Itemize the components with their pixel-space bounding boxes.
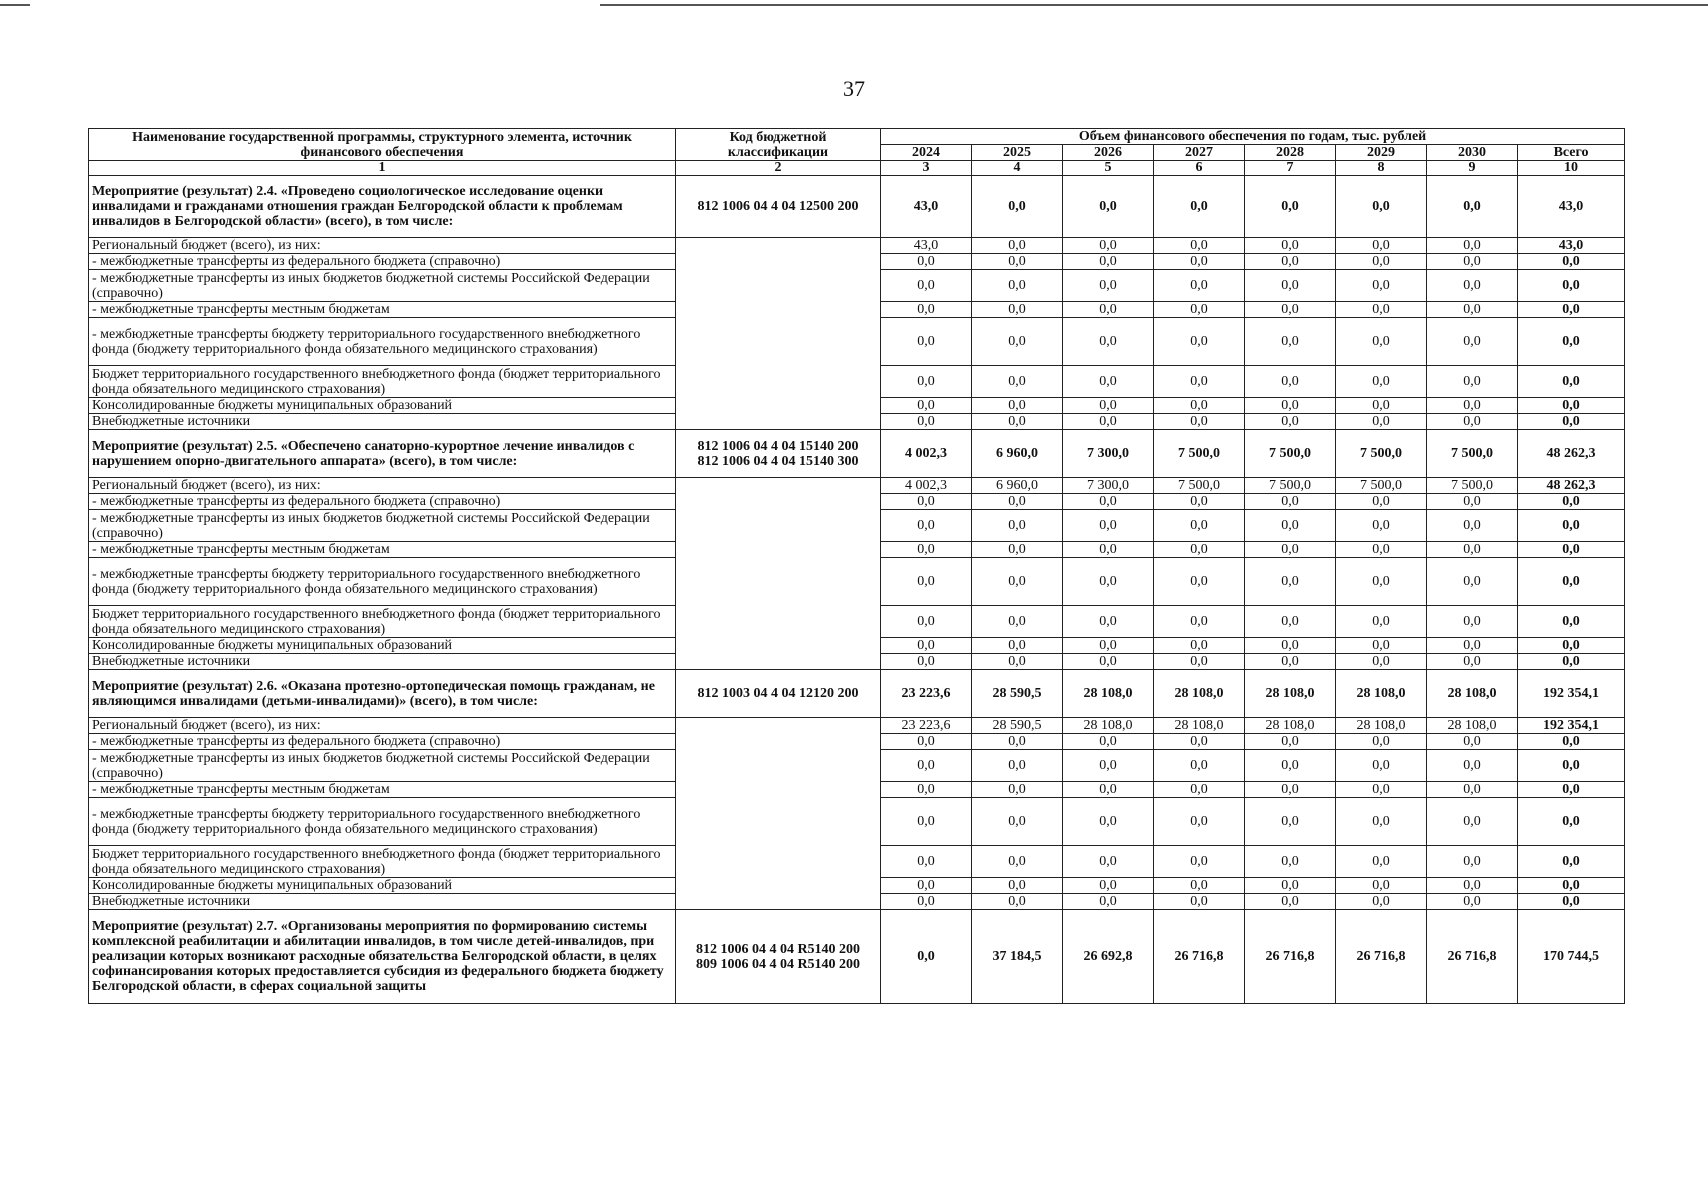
total-value: 43,0: [1518, 176, 1625, 238]
year-value: 0,0: [1427, 606, 1518, 638]
year-value: 0,0: [881, 606, 972, 638]
year-value: 7 300,0: [1063, 478, 1154, 494]
year-value: 0,0: [1427, 510, 1518, 542]
header-column-numbers: [89, 161, 1625, 176]
header-colnum-0: 1: [89, 161, 676, 176]
total-value: 0,0: [1518, 398, 1625, 414]
year-value: 0,0: [1336, 878, 1427, 894]
budget-code: 812 1006 04 4 04 12500 200: [676, 176, 881, 238]
year-value: 28 108,0: [1154, 670, 1245, 718]
year-value: 28 108,0: [1245, 670, 1336, 718]
source-label: Бюджет территориального государственного внебюджетного фонда (бюджет территориального фонда обязательного медицинского страхования): [89, 846, 676, 878]
budget-code: 812 1006 04 4 04 R5140 200 809 1006 04 4 04 R5140 200: [676, 910, 881, 1004]
year-value: 0,0: [1245, 542, 1336, 558]
year-value: 0,0: [1154, 542, 1245, 558]
year-value: 0,0: [1427, 254, 1518, 270]
year-value: 0,0: [881, 366, 972, 398]
year-value: 0,0: [1336, 494, 1427, 510]
year-value: 0,0: [881, 414, 972, 430]
total-value: 43,0: [1518, 238, 1625, 254]
total-value: 0,0: [1518, 894, 1625, 910]
year-value: 0,0: [1245, 782, 1336, 798]
year-value: 0,0: [1154, 176, 1245, 238]
header-year-2: 2026: [1063, 145, 1154, 161]
total-value: 0,0: [1518, 606, 1625, 638]
year-value: 0,0: [972, 254, 1063, 270]
header-volume: Объем финансового обеспечения по годам, тыс. рублей: [881, 129, 1625, 145]
source-row: [89, 718, 1625, 734]
year-value: 0,0: [1154, 798, 1245, 846]
source-label: Консолидированные бюджеты муниципальных образований: [89, 878, 676, 894]
year-value: 0,0: [972, 654, 1063, 670]
header-colnum-8: 9: [1427, 161, 1518, 176]
year-value: 0,0: [972, 606, 1063, 638]
year-value: 0,0: [1427, 176, 1518, 238]
year-value: 0,0: [972, 782, 1063, 798]
year-value: 0,0: [1063, 878, 1154, 894]
year-value: 0,0: [1245, 750, 1336, 782]
total-value: 0,0: [1518, 414, 1625, 430]
page-number: 37: [843, 76, 865, 101]
year-value: 0,0: [1245, 878, 1336, 894]
year-value: 0,0: [1245, 638, 1336, 654]
source-label: Бюджет территориального государственного внебюджетного фонда (бюджет территориального фонда обязательного медицинского страхования): [89, 606, 676, 638]
year-value: 28 590,5: [972, 718, 1063, 734]
year-value: 0,0: [1063, 734, 1154, 750]
source-label: Внебюджетные источники: [89, 414, 676, 430]
source-row: [89, 238, 1625, 254]
block-title-row: [89, 430, 1625, 478]
year-value: 0,0: [972, 494, 1063, 510]
year-value: 0,0: [972, 798, 1063, 846]
year-value: 0,0: [881, 910, 972, 1004]
header-year-0: 2024: [881, 145, 972, 161]
top-rule-left: [0, 4, 30, 6]
top-rule-right: [600, 4, 1708, 6]
total-value: 0,0: [1518, 782, 1625, 798]
year-value: 0,0: [1336, 270, 1427, 302]
year-value: 4 002,3: [881, 430, 972, 478]
year-value: 0,0: [1063, 558, 1154, 606]
year-value: 0,0: [881, 846, 972, 878]
block-title-row: [89, 910, 1625, 1004]
source-label: - межбюджетные трансферты из федерального бюджета (справочно): [89, 254, 676, 270]
source-label: Бюджет территориального государственного внебюджетного фонда (бюджет территориального фонда обязательного медицинского страхования): [89, 366, 676, 398]
year-value: 0,0: [881, 542, 972, 558]
year-value: 0,0: [1154, 558, 1245, 606]
year-value: 0,0: [1336, 414, 1427, 430]
year-value: 0,0: [972, 878, 1063, 894]
year-value: 0,0: [972, 734, 1063, 750]
year-value: 0,0: [1154, 734, 1245, 750]
header-year-5: 2029: [1336, 145, 1427, 161]
year-value: 28 108,0: [1245, 718, 1336, 734]
year-value: 0,0: [972, 270, 1063, 302]
block-title-row: [89, 670, 1625, 718]
header-colnum-1: 2: [676, 161, 881, 176]
year-value: 0,0: [1154, 270, 1245, 302]
year-value: 0,0: [881, 302, 972, 318]
year-value: 0,0: [1245, 414, 1336, 430]
source-label: - межбюджетные трансферты из иных бюджетов бюджетной системы Российской Федерации (справочно): [89, 510, 676, 542]
year-value: 0,0: [1427, 398, 1518, 414]
total-value: 0,0: [1518, 494, 1625, 510]
year-value: 0,0: [1336, 238, 1427, 254]
block-title: Мероприятие (результат) 2.7. «Организованы мероприятия по формированию системы комплексной реабилитации и абилитации инвалидов, в том числе детей-инвалидов, при реализации которых возникают расходные обязательства Белгородской области, в целях софинансирования которых предоставляется субсидия из федерального бюджета бюджету Белгородской области, в сферах социальной защиты: [89, 910, 676, 1004]
year-value: 28 108,0: [1154, 718, 1245, 734]
header-year-1: 2025: [972, 145, 1063, 161]
year-value: 0,0: [1063, 638, 1154, 654]
year-value: 0,0: [1427, 270, 1518, 302]
year-value: 0,0: [1063, 542, 1154, 558]
year-value: 0,0: [1427, 366, 1518, 398]
total-value: 192 354,1: [1518, 718, 1625, 734]
total-value: 0,0: [1518, 638, 1625, 654]
total-value: 192 354,1: [1518, 670, 1625, 718]
total-value: 48 262,3: [1518, 478, 1625, 494]
header-colnum-5: 6: [1154, 161, 1245, 176]
year-value: 0,0: [881, 398, 972, 414]
source-label: Региональный бюджет (всего), из них:: [89, 718, 676, 734]
year-value: 28 108,0: [1063, 718, 1154, 734]
year-value: 6 960,0: [972, 430, 1063, 478]
year-value: 28 590,5: [972, 670, 1063, 718]
budget-code: 812 1006 04 4 04 15140 200 812 1006 04 4 04 15140 300: [676, 430, 881, 478]
year-value: 0,0: [1336, 894, 1427, 910]
year-value: 0,0: [1063, 270, 1154, 302]
year-value: 0,0: [972, 302, 1063, 318]
year-value: 0,0: [881, 318, 972, 366]
year-value: 0,0: [1336, 846, 1427, 878]
year-value: 37 184,5: [972, 910, 1063, 1004]
block-title: Мероприятие (результат) 2.4. «Проведено социологическое исследование оценки инвалидами и гражданами отношения граждан Белгородской области к проблемам инвалидов в Белгородской области» (всего), в том числе:: [89, 176, 676, 238]
source-label: - межбюджетные трансферты местным бюджетам: [89, 542, 676, 558]
year-value: 0,0: [881, 750, 972, 782]
year-value: 0,0: [1063, 750, 1154, 782]
year-value: 0,0: [1245, 238, 1336, 254]
year-value: 0,0: [1154, 318, 1245, 366]
block-title-row: [89, 176, 1625, 238]
year-value: 0,0: [881, 894, 972, 910]
source-label: Внебюджетные источники: [89, 894, 676, 910]
year-value: 0,0: [1245, 176, 1336, 238]
total-value: 0,0: [1518, 750, 1625, 782]
year-value: 0,0: [972, 510, 1063, 542]
year-value: 0,0: [972, 318, 1063, 366]
year-value: 0,0: [1063, 398, 1154, 414]
year-value: 0,0: [1427, 494, 1518, 510]
year-value: 7 300,0: [1063, 430, 1154, 478]
year-value: 0,0: [881, 798, 972, 846]
total-value: 0,0: [1518, 302, 1625, 318]
year-value: 0,0: [1154, 638, 1245, 654]
year-value: 0,0: [1154, 366, 1245, 398]
header-colnum-6: 7: [1245, 161, 1336, 176]
total-value: 170 744,5: [1518, 910, 1625, 1004]
year-value: 0,0: [1427, 238, 1518, 254]
year-value: 0,0: [972, 366, 1063, 398]
header-code: Код бюджетной классификации: [676, 129, 881, 161]
source-label: - межбюджетные трансферты бюджету территориального государственного внебюджетного фонда (бюджету территориального фонда обязательного медицинского страхования): [89, 798, 676, 846]
year-value: 0,0: [1245, 318, 1336, 366]
year-value: 0,0: [1427, 846, 1518, 878]
year-value: 0,0: [972, 558, 1063, 606]
year-value: 0,0: [881, 734, 972, 750]
header-colnum-2: 3: [881, 161, 972, 176]
year-value: 28 108,0: [1336, 670, 1427, 718]
year-value: 0,0: [1063, 846, 1154, 878]
year-value: 0,0: [1154, 302, 1245, 318]
year-value: 6 960,0: [972, 478, 1063, 494]
year-value: 0,0: [881, 510, 972, 542]
year-value: 0,0: [1427, 654, 1518, 670]
year-value: 0,0: [972, 398, 1063, 414]
year-value: 0,0: [1063, 654, 1154, 670]
block-title: Мероприятие (результат) 2.5. «Обеспечено санаторно-курортное лечение инвалидов с нарушением опорно-двигательного аппарата» (всего), в том числе:: [89, 430, 676, 478]
table-body: [89, 176, 1625, 1004]
year-value: 0,0: [972, 542, 1063, 558]
year-value: 0,0: [1245, 846, 1336, 878]
year-value: 0,0: [1336, 398, 1427, 414]
year-value: 0,0: [881, 638, 972, 654]
header-year-3: 2027: [1154, 145, 1245, 161]
total-value: 0,0: [1518, 878, 1625, 894]
year-value: 7 500,0: [1336, 478, 1427, 494]
header-name: Наименование государственной программы, структурного элемента, источник финансового обеспечения: [89, 129, 676, 161]
total-value: 0,0: [1518, 366, 1625, 398]
year-value: 0,0: [1427, 894, 1518, 910]
year-value: 0,0: [1336, 176, 1427, 238]
total-value: 0,0: [1518, 798, 1625, 846]
year-value: 0,0: [1063, 176, 1154, 238]
year-value: 0,0: [972, 414, 1063, 430]
year-value: 26 716,8: [1336, 910, 1427, 1004]
year-value: 0,0: [1427, 734, 1518, 750]
year-value: 7 500,0: [1154, 478, 1245, 494]
year-value: 0,0: [1245, 366, 1336, 398]
year-value: 0,0: [1063, 894, 1154, 910]
year-value: 0,0: [1063, 302, 1154, 318]
source-label: Консолидированные бюджеты муниципальных образований: [89, 398, 676, 414]
year-value: 0,0: [1245, 734, 1336, 750]
year-value: 0,0: [1245, 606, 1336, 638]
year-value: 0,0: [1154, 398, 1245, 414]
budget-code-empty: [676, 478, 881, 670]
year-value: 26 716,8: [1427, 910, 1518, 1004]
year-value: 43,0: [881, 176, 972, 238]
year-value: 0,0: [881, 878, 972, 894]
year-value: 0,0: [972, 176, 1063, 238]
total-value: 0,0: [1518, 558, 1625, 606]
year-value: 0,0: [1063, 494, 1154, 510]
year-value: 7 500,0: [1336, 430, 1427, 478]
source-label: - межбюджетные трансферты из иных бюджетов бюджетной системы Российской Федерации (справочно): [89, 270, 676, 302]
year-value: 0,0: [1063, 414, 1154, 430]
year-value: 0,0: [1427, 878, 1518, 894]
year-value: 0,0: [1063, 318, 1154, 366]
source-label: - межбюджетные трансферты местным бюджетам: [89, 782, 676, 798]
year-value: 0,0: [1336, 606, 1427, 638]
year-value: 0,0: [1336, 542, 1427, 558]
year-value: 0,0: [1154, 606, 1245, 638]
year-value: 0,0: [881, 558, 972, 606]
year-value: 0,0: [972, 750, 1063, 782]
source-label: Региональный бюджет (всего), из них:: [89, 238, 676, 254]
budget-code-empty: [676, 718, 881, 910]
year-value: 0,0: [1427, 782, 1518, 798]
source-label: Внебюджетные источники: [89, 654, 676, 670]
year-value: 0,0: [972, 638, 1063, 654]
total-value: 0,0: [1518, 270, 1625, 302]
year-value: 28 108,0: [1427, 718, 1518, 734]
total-value: 0,0: [1518, 846, 1625, 878]
year-value: 28 108,0: [1063, 670, 1154, 718]
year-value: 0,0: [1063, 238, 1154, 254]
year-value: 0,0: [1063, 606, 1154, 638]
header-year-4: 2028: [1245, 145, 1336, 161]
year-value: 0,0: [1336, 366, 1427, 398]
year-value: 0,0: [1427, 542, 1518, 558]
total-value: 0,0: [1518, 318, 1625, 366]
year-value: 0,0: [1427, 750, 1518, 782]
year-value: 0,0: [1154, 238, 1245, 254]
year-value: 0,0: [1336, 734, 1427, 750]
year-value: 0,0: [1245, 654, 1336, 670]
year-value: 0,0: [1154, 894, 1245, 910]
year-value: 0,0: [1427, 318, 1518, 366]
year-value: 26 716,8: [1154, 910, 1245, 1004]
year-value: 7 500,0: [1427, 430, 1518, 478]
year-value: 0,0: [1063, 510, 1154, 542]
year-value: 0,0: [1063, 254, 1154, 270]
year-value: 0,0: [972, 238, 1063, 254]
source-row: [89, 478, 1625, 494]
year-value: 0,0: [1245, 270, 1336, 302]
year-value: 0,0: [1154, 494, 1245, 510]
year-value: 0,0: [1336, 558, 1427, 606]
year-value: 0,0: [1336, 654, 1427, 670]
total-value: 0,0: [1518, 542, 1625, 558]
year-value: 0,0: [1427, 798, 1518, 846]
year-value: 0,0: [1427, 638, 1518, 654]
year-value: 7 500,0: [1427, 478, 1518, 494]
year-value: 0,0: [1427, 414, 1518, 430]
table-header: [89, 129, 1625, 176]
year-value: 0,0: [1154, 510, 1245, 542]
year-value: 0,0: [1154, 654, 1245, 670]
header-year-6: 2030: [1427, 145, 1518, 161]
year-value: 0,0: [972, 846, 1063, 878]
year-value: 0,0: [1063, 798, 1154, 846]
year-value: 0,0: [1427, 558, 1518, 606]
budget-code-empty: [676, 238, 881, 430]
year-value: 0,0: [1154, 782, 1245, 798]
year-value: 0,0: [1245, 558, 1336, 606]
year-value: 0,0: [1245, 510, 1336, 542]
year-value: 0,0: [1245, 398, 1336, 414]
total-value: 0,0: [1518, 734, 1625, 750]
total-value: 0,0: [1518, 654, 1625, 670]
source-label: Региональный бюджет (всего), из них:: [89, 478, 676, 494]
year-value: 0,0: [1427, 302, 1518, 318]
year-value: 0,0: [1154, 254, 1245, 270]
source-label: - межбюджетные трансферты из иных бюджетов бюджетной системы Российской Федерации (справочно): [89, 750, 676, 782]
year-value: 0,0: [1245, 894, 1336, 910]
source-label: - межбюджетные трансферты бюджету территориального государственного внебюджетного фонда (бюджету территориального фонда обязательного медицинского страхования): [89, 318, 676, 366]
total-value: 0,0: [1518, 510, 1625, 542]
source-label: - межбюджетные трансферты бюджету территориального государственного внебюджетного фонда (бюджету территориального фонда обязательного медицинского страхования): [89, 558, 676, 606]
year-value: 7 500,0: [1245, 430, 1336, 478]
year-value: 0,0: [1336, 510, 1427, 542]
year-value: 0,0: [1336, 782, 1427, 798]
year-value: 0,0: [1245, 798, 1336, 846]
year-value: 0,0: [1336, 750, 1427, 782]
year-value: 0,0: [972, 894, 1063, 910]
budget-code: 812 1003 04 4 04 12120 200: [676, 670, 881, 718]
header-colnum-4: 5: [1063, 161, 1154, 176]
financing-table: [88, 128, 1625, 1004]
year-value: 28 108,0: [1427, 670, 1518, 718]
year-value: 23 223,6: [881, 718, 972, 734]
year-value: 0,0: [1154, 846, 1245, 878]
header-colnum-7: 8: [1336, 161, 1427, 176]
year-value: 0,0: [881, 270, 972, 302]
year-value: 0,0: [1154, 878, 1245, 894]
year-value: 0,0: [881, 254, 972, 270]
year-value: 0,0: [881, 782, 972, 798]
year-value: 28 108,0: [1336, 718, 1427, 734]
year-value: 0,0: [1245, 254, 1336, 270]
block-title: Мероприятие (результат) 2.6. «Оказана протезно-ортопедическая помощь гражданам, не являющимся инвалидами (детьми-инвалидами)» (всего), в том числе:: [89, 670, 676, 718]
year-value: 0,0: [881, 494, 972, 510]
year-value: 0,0: [1336, 798, 1427, 846]
year-value: 0,0: [1063, 782, 1154, 798]
year-value: 0,0: [1245, 302, 1336, 318]
source-label: - межбюджетные трансферты из федерального бюджета (справочно): [89, 494, 676, 510]
year-value: 26 716,8: [1245, 910, 1336, 1004]
year-value: 0,0: [1336, 254, 1427, 270]
total-value: 0,0: [1518, 254, 1625, 270]
year-value: 7 500,0: [1245, 478, 1336, 494]
total-value: 48 262,3: [1518, 430, 1625, 478]
year-value: 7 500,0: [1154, 430, 1245, 478]
year-value: 0,0: [1154, 750, 1245, 782]
year-value: 43,0: [881, 238, 972, 254]
year-value: 0,0: [1336, 318, 1427, 366]
header-colnum-9: 10: [1518, 161, 1625, 176]
year-value: 23 223,6: [881, 670, 972, 718]
source-label: - межбюджетные трансферты из федерального бюджета (справочно): [89, 734, 676, 750]
header-colnum-3: 4: [972, 161, 1063, 176]
year-value: 4 002,3: [881, 478, 972, 494]
year-value: 0,0: [1336, 638, 1427, 654]
year-value: 0,0: [881, 654, 972, 670]
year-value: 0,0: [1154, 414, 1245, 430]
year-value: 0,0: [1336, 302, 1427, 318]
source-label: - межбюджетные трансферты местным бюджетам: [89, 302, 676, 318]
year-value: 0,0: [1245, 494, 1336, 510]
header-year-7: Всего: [1518, 145, 1625, 161]
year-value: 26 692,8: [1063, 910, 1154, 1004]
year-value: 0,0: [1063, 366, 1154, 398]
source-label: Консолидированные бюджеты муниципальных образований: [89, 638, 676, 654]
